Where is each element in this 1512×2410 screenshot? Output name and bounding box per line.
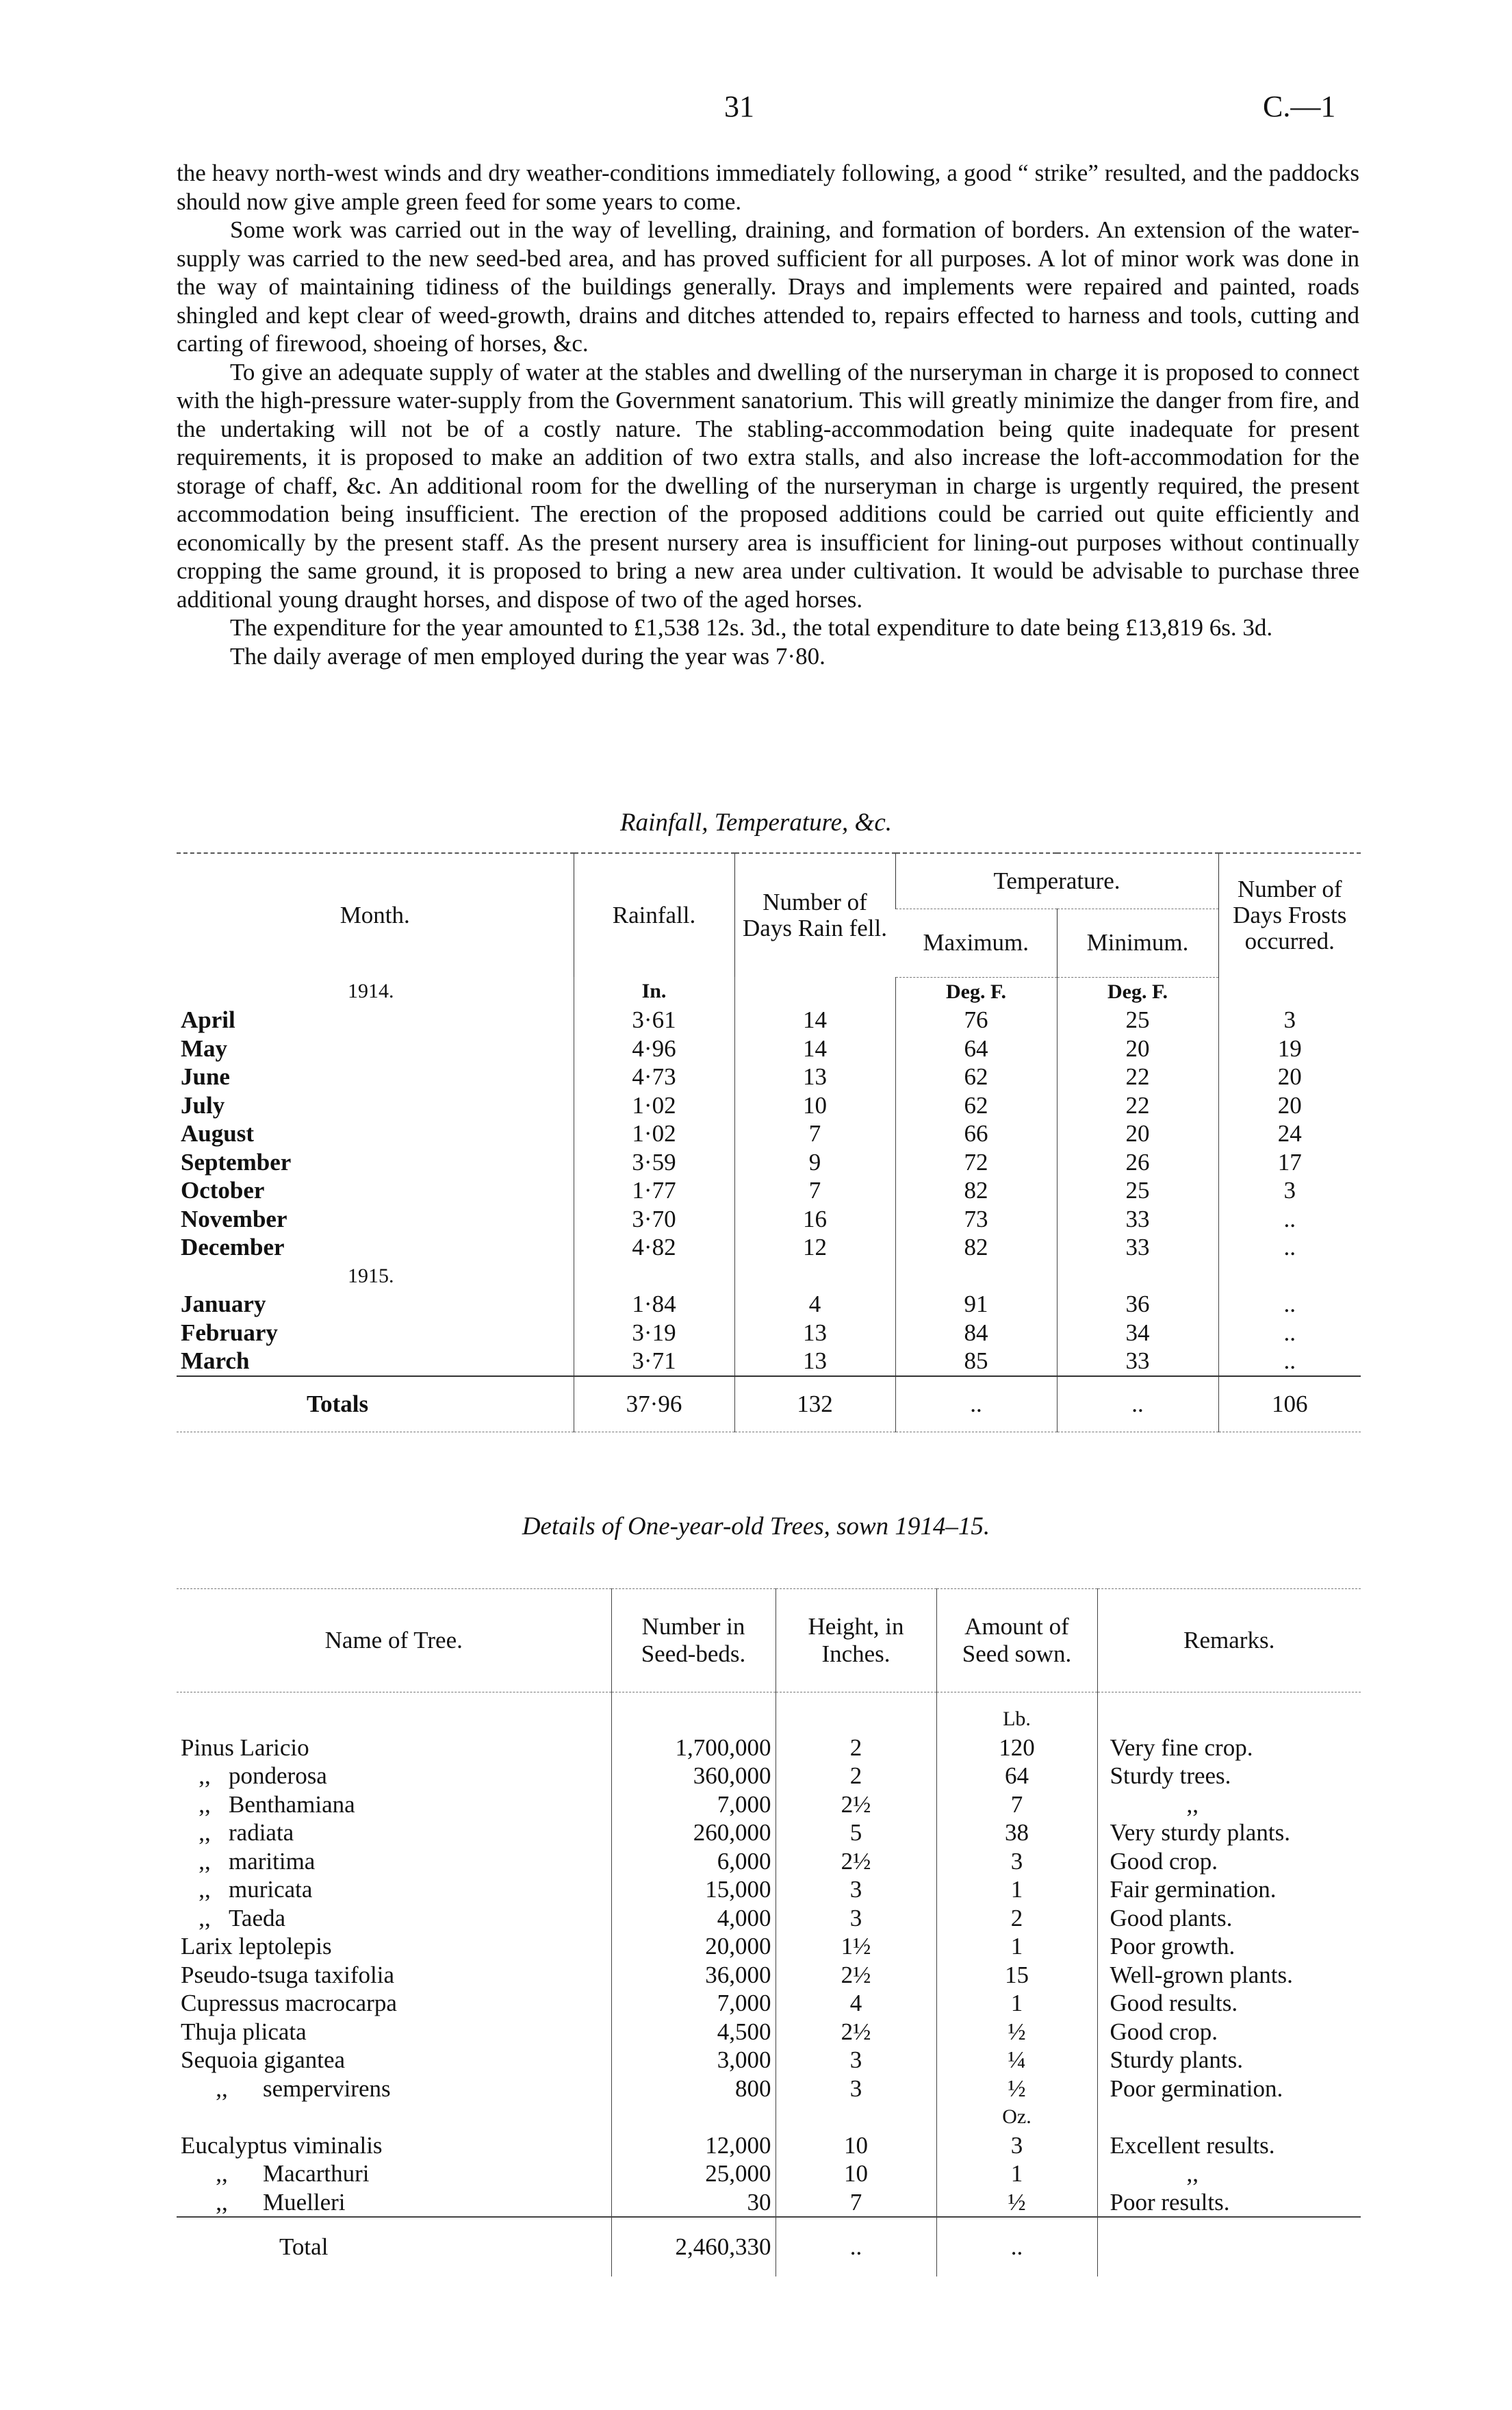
paragraph: the heavy north-west winds and dry weather-conditions immediately following, a good “ strike” resulted, and the paddocks should now give ample green feed for some years to come.	[177, 160, 1359, 215]
table-row: Cupressus macrocarpa 7,000 4 1 Good results.	[177, 1989, 1361, 2018]
table-row: ,, sempervirens 800 3 ½ Poor germination.	[177, 2075, 1361, 2103]
rainfall-table	[177, 852, 1361, 1432]
table-row: Larix leptolepis 20,000 1½ 1 Poor growth.	[177, 1932, 1361, 1961]
header-month: Month.	[177, 853, 574, 977]
header-minimum: Minimum.	[1057, 909, 1218, 977]
table-row: ,, Taeda 4,000 3 2 Good plants.	[177, 1904, 1361, 1933]
table-row: Thuja plicata 4,500 2½ ½ Good crop.	[177, 2018, 1361, 2046]
page-header	[0, 89, 1512, 130]
table-row: ,, Muelleri 30 7 ½ Poor results.	[177, 2188, 1361, 2218]
paragraph: To give an adequate supply of water at the stables and dwelling of the nurseryman in charge it is proposed to connect with the high-pressure water-supply from the Government sanatorium. This will greatly minimize the danger from fire, and the undertaking will not be of a costly nature. The stabling-accommodation being quite inadequate for present requirements, it is proposed to make an addition of two extra stalls, and also increase the loft-accommodation for the storage of chaff, &c. An additional room for the dwelling of the nurseryman in charge is urgently required, the present accommodation being insufficient. The erection of the proposed additions could be carried out quite efficiently and economically by the present staff. As the present nursery area is insufficient for lining-out purposes without continually cropping the same ground, it is proposed to bring a new area under cultivation. It would be advisable to purchase three additional young draught horses, and dispose of two of the aged horses.	[177, 358, 1359, 613]
header-days-rain: Number of Days Rain fell.	[734, 853, 895, 977]
trees-table: Name of Tree. Number in Seed-beds. Height, in Inches. Amount of Seed sown. Remarks. Lb. Pinus Laricio 1,700,000 2 120 Very fine crop. ,, ponderosa 360,000 2 64 Sturdy trees. ,, Benthamiana 7,000 2½ 7 ,, ,, radiata 260,000 5 38 Very sturdy plants. ,, maritima 6,000 2½ 3 Good crop. ,, muricata 15,000 3 1 Fair germination. ,, Taeda 4,000 3 2 Good plants. Larix leptolepis 20,000 1½ 1 Poor growth. Pseudo-tsuga taxifolia 36,000 2½ 15 Well-grown plants. Cupressus macrocarpa 7,000 4 1 Good results. Thuja plicata 4,500 2½ ½ Good crop. Sequoia gigantea 3,000 3 ¼ Sturdy plants. ,, sempervirens 800 3 ½ Poor germination. Oz. Eucalyptus viminalis 12,000 10 3 Excellent results. ,, Macarthuri 25,000 10 1 ,, ,, Muelleri 30 7 ½ Poor results. Total 2,460,330 .. ..	[177, 1588, 1361, 2276]
table-row: February 3·19 13 84 34 ..	[177, 1319, 1361, 1347]
table-row: June 4·73 13 62 22 20	[177, 1063, 1361, 1091]
table-row: Pseudo-tsuga taxifolia 36,000 2½ 15 Well-grown plants.	[177, 1961, 1361, 1990]
rainfall-table-caption: Rainfall, Temperature, &c.	[619, 809, 893, 837]
table-row: November 3·70 16 73 33 ..	[177, 1205, 1361, 1234]
paragraph: Some work was carried out in the way of levelling, draining, and formation of borders. An extension of the water-supply was carried to the new seed-bed area, and has proved sufficient for all purposes. A lot of minor work was done in the way of maintaining tidiness of the buildings generally. Drays and implements were repaired and painted, roads shingled and kept clear of weed-growth, drains and ditches attended to, repairs effected to harness and tools, cutting and carting of firewood, shoeing of horses, &c.	[177, 216, 1359, 357]
table-row: December 4·82 12 82 33 ..	[177, 1233, 1361, 1262]
table-row: ,, Benthamiana 7,000 2½ 7 ,,	[177, 1790, 1361, 1819]
table-row: ,, Macarthuri 25,000 10 1 ,,	[177, 2159, 1361, 2188]
trees-table-caption: Details of One-year-old Trees, sown 1914–15.	[522, 1512, 990, 1540]
table-row: Eucalyptus viminalis 12,000 10 3 Excellent results.	[177, 2131, 1361, 2160]
table-row: August 1·02 7 66 20 24	[177, 1119, 1361, 1148]
table-row: May 4·96 14 64 20 19	[177, 1035, 1361, 1063]
header-remarks: Remarks.	[1097, 1589, 1361, 1692]
table-row: Sequoia gigantea 3,000 3 ¼ Sturdy plants.	[177, 2046, 1361, 2075]
table-row: Pinus Laricio 1,700,000 2 120 Very fine crop.	[177, 1734, 1361, 1762]
paragraph: The daily average of men employed during the year was 7·80.	[230, 642, 825, 670]
table-row: ,, muricata 15,000 3 1 Fair germination.	[177, 1875, 1361, 1904]
table-row: September 3·59 9 72 26 17	[177, 1148, 1361, 1177]
paragraph: The expenditure for the year amounted to £1,538 12s. 3d., the total expenditure to date being £13,819 6s. 3d.	[230, 614, 1273, 641]
header-rainfall: Rainfall.	[574, 853, 734, 977]
header-height: Height, in Inches.	[776, 1589, 936, 1692]
body-text	[177, 159, 1359, 670]
table-row: ,, ponderosa 360,000 2 64 Sturdy trees.	[177, 1762, 1361, 1790]
units-row: 1914. In. Deg. F. Deg. F.	[177, 977, 1361, 1006]
header-name: Name of Tree.	[177, 1589, 611, 1692]
header-maximum: Maximum.	[895, 909, 1057, 977]
table-row: March 3·71 13 85 33 ..	[177, 1347, 1361, 1376]
header-amount: Amount of Seed sown.	[936, 1589, 1097, 1692]
document-code: C.—1	[1263, 90, 1336, 123]
table-row: July 1·02 10 62 22 20	[177, 1091, 1361, 1120]
total-row: Total 2,460,330 .. ..	[177, 2217, 1361, 2276]
totals-row: Totals 37·96 132 .. .. 106	[177, 1376, 1361, 1432]
table-row: October 1·77 7 82 25 3	[177, 1176, 1361, 1205]
page-number: 31	[724, 90, 754, 123]
table-row: April 3·61 14 76 25 3	[177, 1006, 1361, 1035]
header-number: Number in Seed-beds.	[611, 1589, 776, 1692]
header-frosts: Number of Days Frosts occurred.	[1218, 853, 1361, 977]
year-row: 1915.	[177, 1262, 1361, 1291]
table-row: ,, maritima 6,000 2½ 3 Good crop.	[177, 1847, 1361, 1876]
table-row: January 1·84 4 91 36 ..	[177, 1290, 1361, 1319]
header-temperature: Temperature.	[895, 853, 1218, 909]
table-row: ,, radiata 260,000 5 38 Very sturdy plants.	[177, 1818, 1361, 1847]
